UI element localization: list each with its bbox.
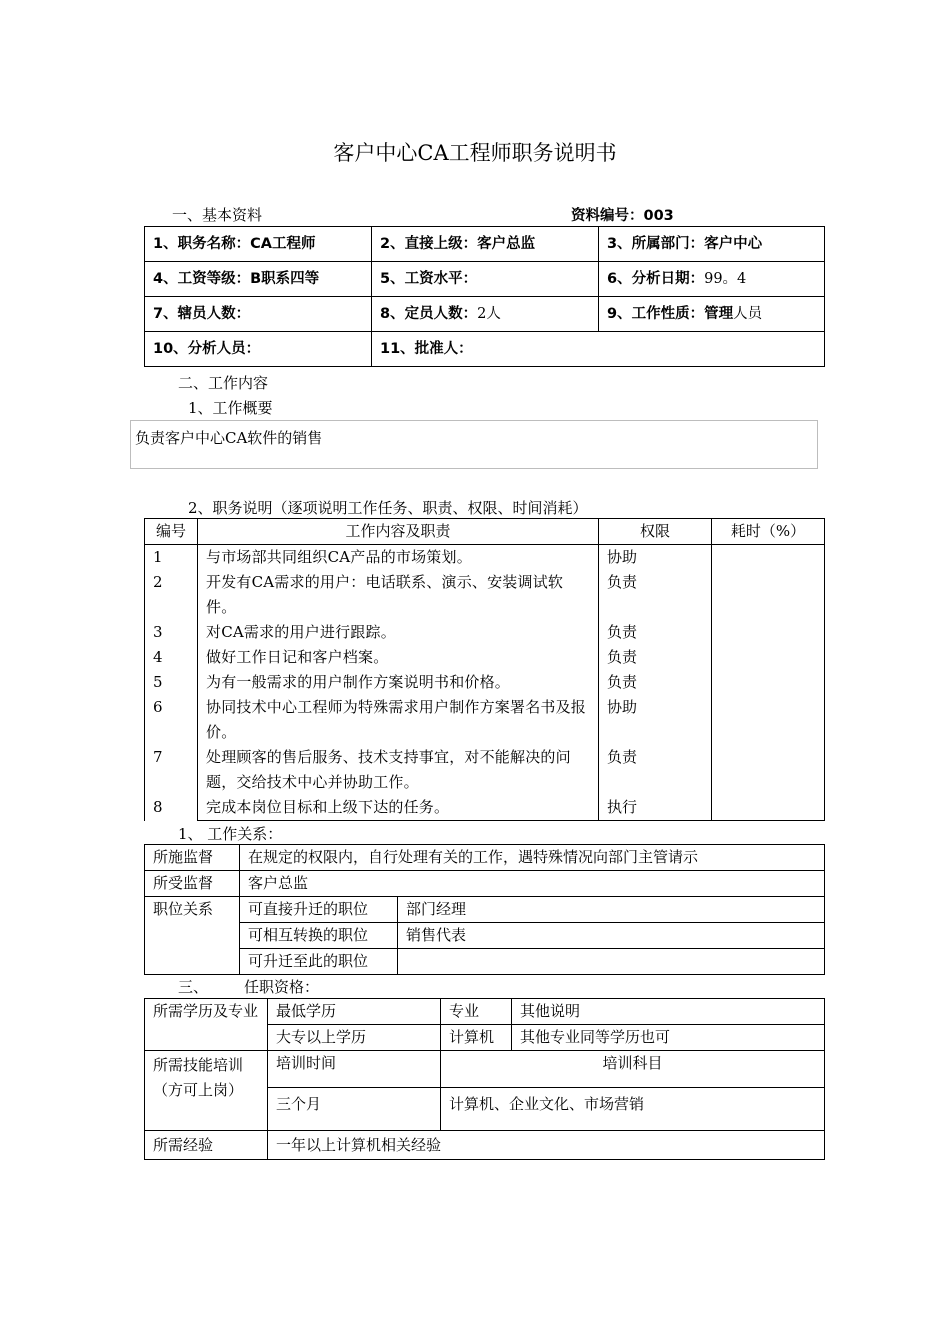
- duty-text-7: 处理顾客的售后服务、技术支持事宜，对不能解决的问题，交给技术中心并协助工作。: [206, 748, 571, 791]
- duty-auth-6: 协助: [607, 698, 638, 716]
- analyst-cell: 10、分析人员：: [145, 332, 372, 367]
- relations-heading: 1、 工作关系：: [178, 825, 283, 843]
- duty-number-8: 8: [153, 798, 163, 816]
- duty-text-2: 开发有CA需求的用户：电话联系、演示、安装调试软件。: [206, 573, 564, 616]
- position-value: 部门经理: [398, 897, 825, 923]
- section2-heading: 二、工作内容: [178, 374, 269, 392]
- table-row: [145, 545, 825, 821]
- table-header-row: [145, 519, 825, 545]
- relations-table: [144, 844, 825, 975]
- training-subject-header: 培训科目: [441, 1051, 825, 1088]
- table-row: [145, 897, 825, 923]
- notes-value: 其他专业同等学历也可: [512, 1025, 825, 1051]
- reference-number: 资料编号：003: [571, 208, 674, 224]
- duty-auth-8: 执行: [607, 798, 638, 816]
- table-row: [145, 923, 825, 949]
- qualifications-table: [144, 998, 825, 1160]
- table-row: [145, 1051, 825, 1088]
- approver-cell: 11、批准人：: [372, 332, 825, 367]
- notes-header: 其他说明: [512, 999, 825, 1025]
- duty-number-1: 1: [153, 548, 163, 566]
- position-value: [398, 949, 825, 975]
- work-nature-label: 9、工作性质：管理: [607, 306, 734, 322]
- duty-text-4: 做好工作日记和客户档案。: [206, 648, 389, 666]
- header-time: 耗时（%）: [712, 519, 825, 545]
- position-label: 职位关系: [145, 897, 240, 975]
- table-row: [145, 949, 825, 975]
- pay-level-cell: 5、工资水平：: [372, 262, 599, 297]
- section3-heading: 任职资格：: [244, 978, 320, 996]
- education-label: 所需学历及专业: [145, 999, 268, 1051]
- section1-heading: 一、基本资料: [172, 206, 263, 224]
- department-cell: 3、所属部门：客户中心: [599, 227, 825, 262]
- duty-text-6: 协同技术中心工程师为特殊需求用户制作方案署名书及报价。: [206, 698, 587, 741]
- duty-text-5: 为有一般需求的用户制作方案说明书和价格。: [206, 673, 511, 691]
- analysis-date-cell: [599, 262, 825, 297]
- duty-auth-4: 负责: [607, 648, 638, 666]
- headcount-cell: [372, 297, 599, 332]
- education-value: 大专以上学历: [268, 1025, 441, 1051]
- training-time-value: 三个月: [268, 1088, 441, 1131]
- work-nature-cell: [599, 297, 825, 332]
- skill-training-label: [145, 1051, 268, 1131]
- position-value: 销售代表: [398, 923, 825, 949]
- duty-number-7: 7: [153, 748, 163, 766]
- analysis-date-value: 99。4: [704, 271, 747, 287]
- headcount-value: 2人: [477, 306, 501, 322]
- header-authority: 权限: [599, 519, 712, 545]
- supervise-value: 在规定的权限内，自行处理有关的工作，遇特殊情况向部门主管请示: [240, 845, 825, 871]
- experience-label: 所需经验: [145, 1131, 268, 1160]
- duty-auth-1: 协助: [607, 548, 638, 566]
- duties-heading: 2、职务说明（逐项说明工作任务、职责、权限、时间消耗）: [188, 499, 588, 517]
- table-row: [145, 227, 825, 262]
- supervised-label: 所受监督: [145, 871, 240, 897]
- position-type: 可相互转换的职位: [240, 923, 398, 949]
- table-row: [145, 871, 825, 897]
- duty-auth-3: 负责: [607, 623, 638, 641]
- supervised-value: 客户总监: [240, 871, 825, 897]
- skill-label-line2: （方可上岗）: [153, 1081, 244, 1099]
- table-row: [145, 845, 825, 871]
- basic-info-table: [144, 226, 825, 367]
- table-row: [145, 262, 825, 297]
- work-summary-box: 负责客户中心CA软件的销售: [130, 420, 818, 469]
- header-number: 编号: [145, 519, 198, 545]
- subordinates-cell: 7、辖员人数：: [145, 297, 372, 332]
- pay-grade-cell: 4、工资等级：B职系四等: [145, 262, 372, 297]
- major-header: 专业: [441, 999, 512, 1025]
- duty-number-2: 2: [153, 573, 163, 591]
- duty-text-1: 与市场部共同组织CA产品的市场策划。: [206, 548, 472, 566]
- table-row: [145, 999, 825, 1025]
- work-summary-heading: 1、工作概要: [188, 399, 273, 417]
- duty-number-3: 3: [153, 623, 163, 641]
- duty-number-6: 6: [153, 698, 163, 716]
- duty-number: [145, 545, 198, 821]
- headcount-label: 8、定员人数：: [380, 306, 478, 322]
- supervise-label: 所施监督: [145, 845, 240, 871]
- duty-authority: [599, 545, 712, 821]
- document-title: 客户中心CA工程师职务说明书: [333, 141, 617, 165]
- training-time-header: 培训时间: [268, 1051, 441, 1088]
- education-header: 最低学历: [268, 999, 441, 1025]
- duty-auth-2: 负责: [607, 573, 638, 591]
- duties-table: [144, 518, 825, 821]
- duty-text-8: 完成本岗位目标和上级下达的任务。: [206, 798, 450, 816]
- table-row: [145, 297, 825, 332]
- position-type: 可直接升迁的职位: [240, 897, 398, 923]
- work-nature-suffix: 人员: [733, 306, 763, 322]
- duty-auth-7: 负责: [607, 748, 638, 766]
- skill-label-line1: 所需技能培训: [153, 1056, 244, 1074]
- header-content: 工作内容及职责: [198, 519, 599, 545]
- position-type: 可升迁至此的职位: [240, 949, 398, 975]
- duty-auth-5: 负责: [607, 673, 638, 691]
- table-row: [145, 332, 825, 367]
- major-value: 计算机: [441, 1025, 512, 1051]
- table-row: [145, 1131, 825, 1160]
- supervisor-cell: 2、直接上级：客户总监: [372, 227, 599, 262]
- duty-number-5: 5: [153, 673, 163, 691]
- duty-time: [712, 545, 825, 821]
- training-subject-value: 计算机、企业文化、市场营销: [441, 1088, 825, 1131]
- experience-value: 一年以上计算机相关经验: [268, 1131, 825, 1160]
- duty-text-3: 对CA需求的用户进行跟踪。: [206, 623, 396, 641]
- section3-heading-number: 三、: [178, 978, 209, 996]
- job-title-cell: 1、职务名称：CA工程师: [145, 227, 372, 262]
- duty-number-4: 4: [153, 648, 163, 666]
- analysis-date-label: 6、分析日期：: [607, 271, 705, 287]
- duty-content: [198, 545, 599, 821]
